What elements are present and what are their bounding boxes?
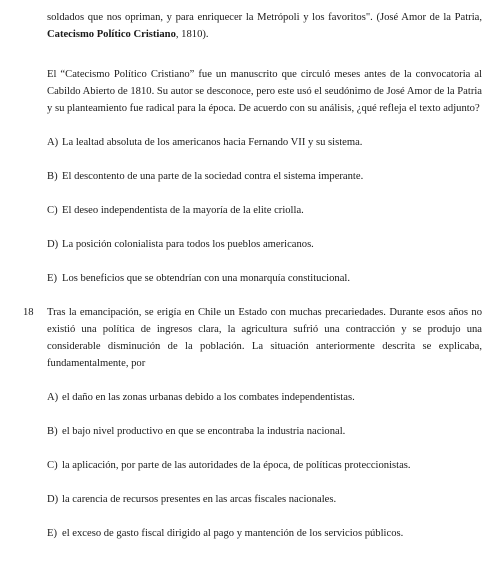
option-text: El descontento de una parte de la sociedad contra el sistema imperante. — [62, 171, 364, 182]
option-letter: D) — [47, 494, 59, 505]
question-18-option-a[interactable] — [47, 389, 482, 406]
option-text: El deseo independentista de la mayoría de la elite criolla. — [62, 205, 304, 216]
question-17-stem: El “Catecismo Político Cristiano” fue un manuscrito que circuló meses antes de la convocatoria al Cabildo Abierto de 1810. Su autor se desconoce, pero este usó el seudónimo de José Amor de la Patria y su planteamiento fue radical para la época. De acuerdo con su análisis, ¿qué refleja el texto adjunto? — [47, 69, 482, 114]
option-letter: B) — [47, 426, 58, 437]
option-text: el bajo nivel productivo en que se encontraba la industria nacional. — [62, 426, 346, 437]
question-17 — [47, 66, 482, 287]
option-letter: A) — [47, 137, 59, 148]
option-letter: D) — [47, 239, 59, 250]
question-18-option-e[interactable] — [47, 525, 482, 542]
quote-text: soldados que nos opriman, y para enriquecer la Metrópoli y los favoritos". (José Amor de la Patria, — [47, 12, 482, 23]
option-letter: C) — [47, 205, 58, 216]
question-number: 18 — [23, 307, 34, 318]
option-letter: B) — [47, 171, 58, 182]
option-text: el daño en las zonas urbanas debido a los combates independentistas. — [62, 392, 355, 403]
question-18 — [23, 304, 482, 542]
question-18-option-d[interactable] — [47, 491, 482, 508]
quote-source-title: Catecismo Político Cristiano — [47, 29, 176, 40]
question-17-option-b[interactable] — [47, 168, 482, 185]
option-text: el exceso de gasto fiscal dirigido al pago y mantención de los servicios públicos. — [62, 528, 404, 539]
option-letter: E) — [47, 273, 57, 284]
option-text: la aplicación, por parte de las autoridades de la época, de políticas proteccionistas. — [62, 460, 411, 471]
quote-continuation — [47, 9, 482, 43]
option-text: La lealtad absoluta de los americanos hacia Fernando VII y su sistema. — [62, 137, 363, 148]
option-letter: E) — [47, 528, 57, 539]
quote-source-year: , 1810). — [175, 29, 209, 40]
option-letter: A) — [47, 392, 59, 403]
question-18-option-b[interactable] — [47, 423, 482, 440]
option-text: Los beneficios que se obtendrían con una monarquía constitucional. — [62, 273, 351, 284]
option-text: la carencia de recursos presentes en las arcas fiscales nacionales. — [62, 494, 337, 505]
question-18-option-c[interactable] — [47, 457, 482, 474]
question-17-option-d[interactable] — [47, 236, 482, 253]
question-17-option-a[interactable] — [47, 134, 482, 151]
option-text: La posición colonialista para todos los pueblos americanos. — [62, 239, 314, 250]
question-17-option-e[interactable] — [47, 270, 482, 287]
question-18-stem: Tras la emancipación, se erigía en Chile un Estado con muchas precariedades. Durante esos años no existió una política de ingresos clara, la agricultura sufrió una contracción y se produjo una considerable disminución de la población. La situación anteriormente descrita se explicaba, fundamentalmente, por — [47, 307, 482, 369]
question-17-option-c[interactable] — [47, 202, 482, 219]
option-letter: C) — [47, 460, 58, 471]
